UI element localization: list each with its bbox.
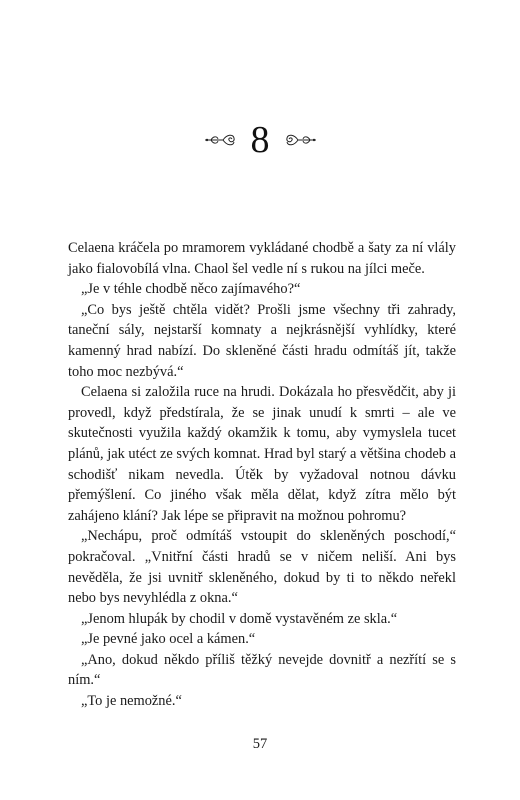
- paragraph: „Nechápu, proč odmítáš vstoupit do skleněných poschodí,“ pokračoval. „Vnitřní části hradů se v ničem neliší. Ani bys nevěděla, že jsi uvnitř skleněného, dokud by ti to někdo neřekl nebo bys nevyhlédla z okna.“: [68, 528, 456, 607]
- paragraph: „To je nemožné.“: [81, 693, 182, 710]
- paragraph: „Je v téhle chodbě něco zajímavého?“: [81, 281, 301, 298]
- paragraph: „Co bys ještě chtěla vidět? Prošli jsme všechny tři zahrady, taneční sály, nejstarší komnaty a nejkrásnější vyhlídky, které kamenný hrad nabízí. Do skleněné části hradu odmítáš jít, takže toho moc nezbývá.“: [68, 301, 456, 380]
- page-number: 57: [252, 736, 268, 752]
- chapter-number: 8: [250, 119, 270, 161]
- paragraph: „Ano, dokud někdo příliš těžký nevejde dovnitř a nezřítí se s ním.“: [68, 651, 456, 689]
- chapter-body: [68, 238, 456, 712]
- left-flourish-icon: [203, 131, 237, 149]
- paragraph: „Jenom hlupák by chodil v domě vystavěném ze skla.“: [81, 610, 398, 627]
- right-flourish-icon: [284, 131, 318, 149]
- paragraph: Celaena kráčela po mramorem vykládané chodbě a šaty za ní vlály jako fialovobílá vlna. Chaol šel vedle ní s rukou na jílci meče.: [68, 240, 456, 277]
- paragraph: „Je pevné jako ocel a kámen.“: [81, 631, 256, 648]
- chapter-heading: [0, 118, 520, 162]
- paragraph: Celaena si založila ruce na hrudi. Dokázala ho přesvědčit, aby ji provedl, když předstírala, že se jinak unudí k smrti – ale ve skutečnosti využila každý okamžik k tomu, aby vymyslela tucet plánů, jak utéct ze svých komnat. Hrad byl starý a většina chodeb a schodišť nikam nevedla. Útěk by vyžadoval notnou dávku přemýšlení. Co jiného však měla dělat, když zítra mělo být zahájeno klání? Jak lépe se připravit na možnou pohromu?: [68, 384, 456, 524]
